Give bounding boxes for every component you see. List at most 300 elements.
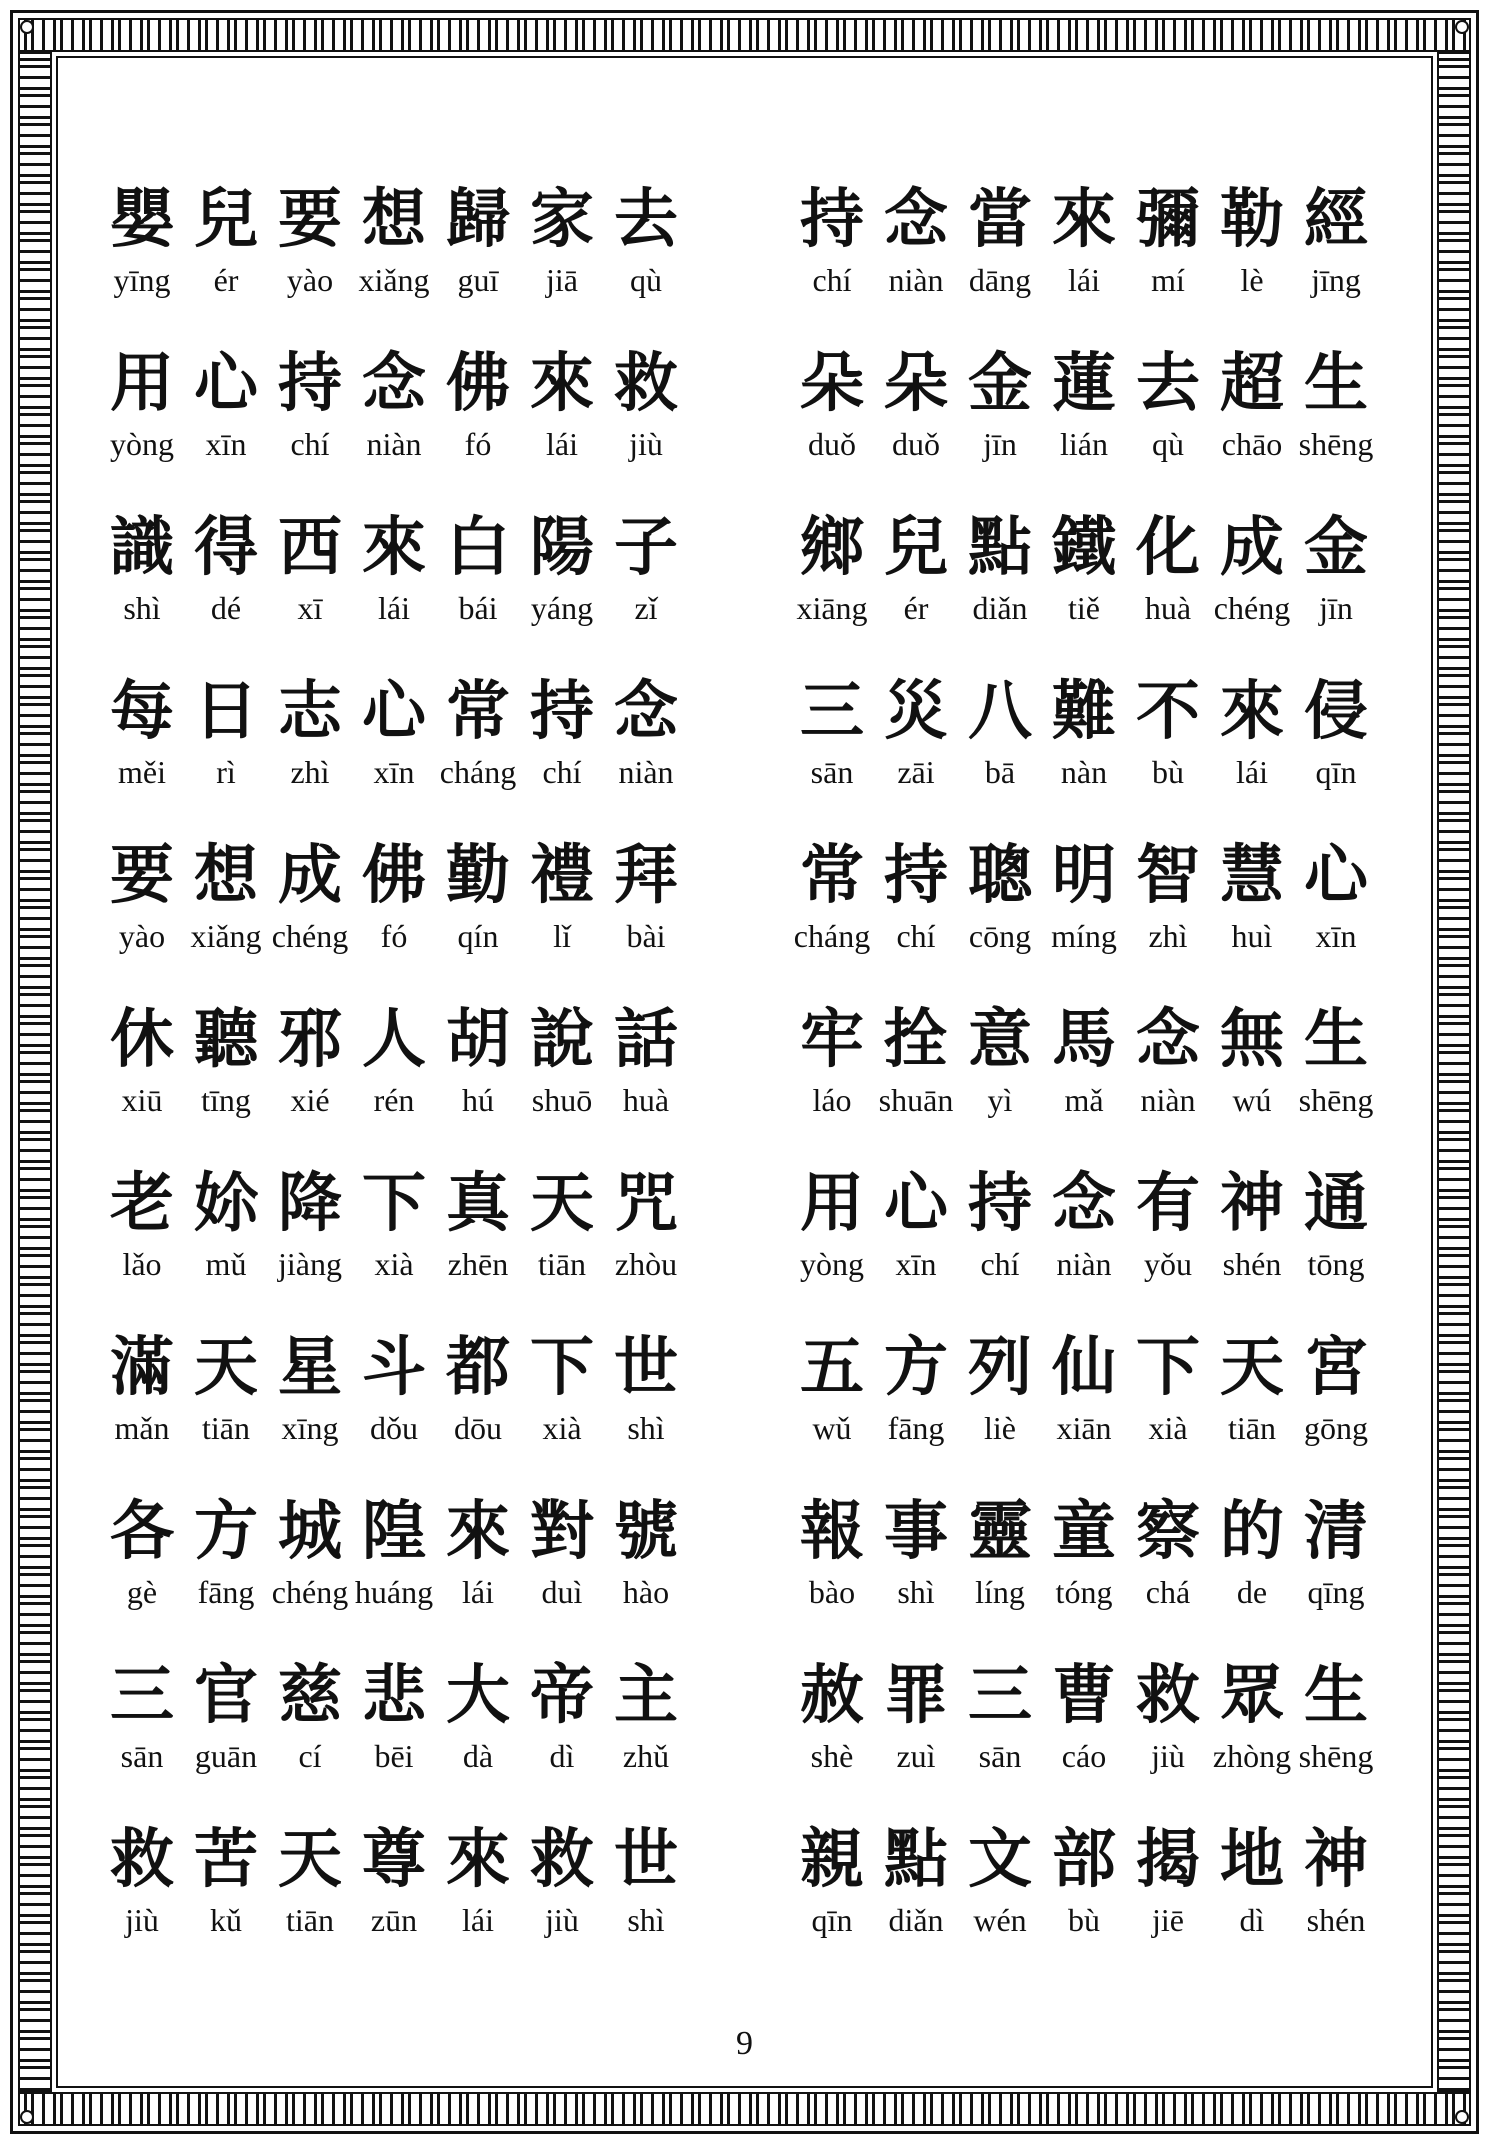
pinyin-row xyxy=(790,752,1430,792)
hanzi-character: 滿 xyxy=(110,1330,174,1405)
pinyin-syllable: ér xyxy=(213,262,239,298)
hanzi-character: 人 xyxy=(362,1002,426,1077)
pinyin-syllable: chāo xyxy=(1221,426,1283,462)
pinyin-syllable: yòng xyxy=(800,1246,864,1282)
pinyin-syllable: měi xyxy=(118,754,166,790)
pinyin-syllable: wén xyxy=(973,1902,1027,1938)
pinyin-syllable: lái xyxy=(462,1902,494,1938)
hanzi-character: 下 xyxy=(362,1166,426,1241)
hanzi-character: 金 xyxy=(968,346,1032,421)
pinyin-syllable: de xyxy=(1236,1574,1268,1610)
hanzi-character: 常 xyxy=(800,838,864,913)
pinyin-syllable: mǎn xyxy=(114,1410,170,1446)
pinyin-syllable: shēng xyxy=(1298,426,1374,462)
pinyin-syllable: lǎo xyxy=(122,1246,162,1282)
pinyin-row xyxy=(790,260,1430,300)
pinyin-syllable: xiǎng xyxy=(190,918,262,954)
hanzi-character: 白 xyxy=(446,510,510,585)
pinyin-syllable: rì xyxy=(216,754,236,790)
hanzi-character: 休 xyxy=(110,1002,174,1077)
hanzi-character: 明 xyxy=(1052,838,1116,913)
verse-line xyxy=(790,508,1430,672)
hanzi-character: 得 xyxy=(194,510,258,585)
verse-line xyxy=(790,1820,1430,1984)
pinyin-row xyxy=(790,1244,1430,1284)
pinyin-syllable: shēng xyxy=(1298,1082,1374,1118)
pinyin-syllable: lián xyxy=(1060,426,1108,462)
pinyin-syllable: xiāng xyxy=(796,590,868,626)
hanzi-character: 救 xyxy=(110,1822,174,1897)
hanzi-character: 有 xyxy=(1136,1166,1200,1241)
hanzi-character: 去 xyxy=(1136,346,1200,421)
hanzi-character: 報 xyxy=(800,1494,864,1569)
hanzi-character: 持 xyxy=(530,674,594,749)
pinyin-syllable: chéng xyxy=(1213,590,1291,626)
hanzi-character: 慧 xyxy=(1220,838,1284,913)
decorative-border-top xyxy=(18,18,1471,52)
pinyin-syllable: jiù xyxy=(125,1902,159,1938)
hanzi-row xyxy=(100,1000,740,1080)
hanzi-character: 㚷 xyxy=(194,1166,258,1241)
pinyin-row xyxy=(790,1900,1430,1940)
hanzi-character: 通 xyxy=(1304,1166,1368,1241)
pinyin-syllable: chí xyxy=(812,262,852,298)
hanzi-character: 咒 xyxy=(614,1166,678,1241)
hanzi-row xyxy=(790,1820,1430,1900)
verse-line xyxy=(790,836,1430,1000)
verse-line xyxy=(100,1164,740,1328)
hanzi-character: 五 xyxy=(800,1330,864,1405)
pinyin-syllable: shuō xyxy=(531,1082,593,1118)
hanzi-character: 馬 xyxy=(1052,1002,1116,1077)
pinyin-syllable: gè xyxy=(126,1574,158,1610)
verse-line xyxy=(100,1000,740,1164)
pinyin-syllable: xiǎng xyxy=(358,262,430,298)
hanzi-character: 超 xyxy=(1220,346,1284,421)
verse-line xyxy=(790,672,1430,836)
hanzi-character: 天 xyxy=(1220,1330,1284,1405)
pinyin-syllable: zhì xyxy=(1148,918,1188,954)
hanzi-character: 揭 xyxy=(1136,1822,1200,1897)
hanzi-character: 三 xyxy=(110,1658,174,1733)
pinyin-syllable: dé xyxy=(210,590,242,626)
pinyin-syllable: duǒ xyxy=(892,426,940,462)
hanzi-character: 來 xyxy=(362,510,426,585)
hanzi-row xyxy=(790,672,1430,752)
hanzi-character: 話 xyxy=(614,1002,678,1077)
hanzi-row xyxy=(100,672,740,752)
pinyin-syllable: bài xyxy=(626,918,666,954)
hanzi-character: 苦 xyxy=(194,1822,258,1897)
hanzi-character: 三 xyxy=(800,674,864,749)
pinyin-syllable: jīng xyxy=(1311,262,1361,298)
hanzi-character: 心 xyxy=(194,346,258,421)
hanzi-character: 拜 xyxy=(614,838,678,913)
hanzi-character: 事 xyxy=(884,1494,948,1569)
pinyin-syllable: líng xyxy=(975,1574,1025,1610)
hanzi-row xyxy=(100,836,740,916)
hanzi-character: 地 xyxy=(1220,1822,1284,1897)
pinyin-row xyxy=(790,1572,1430,1612)
corner-ornament-top-right xyxy=(1455,20,1469,34)
pinyin-syllable: qín xyxy=(457,918,499,954)
hanzi-character: 仙 xyxy=(1052,1330,1116,1405)
pinyin-syllable: qù xyxy=(1152,426,1184,462)
hanzi-character: 帝 xyxy=(530,1658,594,1733)
hanzi-character: 每 xyxy=(110,674,174,749)
pinyin-syllable: shēng xyxy=(1298,1738,1374,1774)
hanzi-character: 不 xyxy=(1136,674,1200,749)
pinyin-syllable: shén xyxy=(1306,1902,1366,1938)
hanzi-character: 邪 xyxy=(278,1002,342,1077)
pinyin-syllable: huáng xyxy=(354,1574,434,1610)
hanzi-character: 天 xyxy=(278,1822,342,1897)
hanzi-row xyxy=(790,1328,1430,1408)
pinyin-syllable: sān xyxy=(978,1738,1022,1774)
pinyin-syllable: yào xyxy=(286,262,334,298)
hanzi-character: 尊 xyxy=(362,1822,426,1897)
hanzi-character: 經 xyxy=(1304,182,1368,257)
hanzi-character: 罪 xyxy=(884,1658,948,1733)
verse-line xyxy=(100,1328,740,1492)
hanzi-character: 朵 xyxy=(800,346,864,421)
hanzi-character: 主 xyxy=(614,1658,678,1733)
pinyin-syllable: bào xyxy=(808,1574,856,1610)
pinyin-syllable: xiū xyxy=(121,1082,163,1118)
hanzi-character: 慈 xyxy=(278,1658,342,1733)
hanzi-character: 官 xyxy=(194,1658,258,1733)
hanzi-row xyxy=(790,1000,1430,1080)
hanzi-character: 靈 xyxy=(968,1494,1032,1569)
pinyin-syllable: cáo xyxy=(1061,1738,1107,1774)
hanzi-character: 神 xyxy=(1220,1166,1284,1241)
hanzi-character: 心 xyxy=(1304,838,1368,913)
pinyin-syllable: sān xyxy=(810,754,854,790)
pinyin-syllable: tiān xyxy=(286,1902,334,1938)
pinyin-syllable: diǎn xyxy=(972,590,1028,626)
hanzi-row xyxy=(790,836,1430,916)
hanzi-character: 號 xyxy=(614,1494,678,1569)
pinyin-syllable: zūn xyxy=(370,1902,418,1938)
pinyin-syllable: xīn xyxy=(1315,918,1357,954)
pinyin-syllable: zhì xyxy=(290,754,330,790)
pinyin-syllable: tiě xyxy=(1068,590,1100,626)
pinyin-syllable: jiàng xyxy=(278,1246,342,1282)
pinyin-syllable: fāng xyxy=(887,1410,945,1446)
hanzi-character: 化 xyxy=(1136,510,1200,585)
hanzi-character: 隍 xyxy=(362,1494,426,1569)
pinyin-syllable: chéng xyxy=(271,1574,349,1610)
hanzi-character: 禮 xyxy=(530,838,594,913)
hanzi-character: 赦 xyxy=(800,1658,864,1733)
pinyin-syllable: niàn xyxy=(1140,1082,1196,1118)
hanzi-character: 牢 xyxy=(800,1002,864,1077)
verse-line xyxy=(790,1328,1430,1492)
hanzi-character: 來 xyxy=(1052,182,1116,257)
hanzi-character: 金 xyxy=(1304,510,1368,585)
hanzi-row xyxy=(790,1656,1430,1736)
pinyin-syllable: yīng xyxy=(113,262,171,298)
hanzi-character: 點 xyxy=(968,510,1032,585)
pinyin-syllable: niàn xyxy=(618,754,674,790)
pinyin-syllable: diǎn xyxy=(888,1902,944,1938)
pinyin-syllable: dǒu xyxy=(370,1410,418,1446)
hanzi-row xyxy=(100,1328,740,1408)
hanzi-character: 大 xyxy=(446,1658,510,1733)
pinyin-syllable: cōng xyxy=(968,918,1032,954)
hanzi-character: 成 xyxy=(1220,510,1284,585)
pinyin-syllable: lái xyxy=(462,1574,494,1610)
pinyin-syllable: rén xyxy=(373,1082,415,1118)
hanzi-character: 列 xyxy=(968,1330,1032,1405)
pinyin-syllable: fó xyxy=(380,918,408,954)
hanzi-character: 用 xyxy=(800,1166,864,1241)
pinyin-row xyxy=(100,424,740,464)
pinyin-syllable: mí xyxy=(1151,262,1185,298)
hanzi-character: 識 xyxy=(110,510,174,585)
verse-line xyxy=(100,508,740,672)
pinyin-syllable: yáng xyxy=(530,590,594,626)
verse-line xyxy=(790,1492,1430,1656)
pinyin-syllable: shì xyxy=(123,590,161,626)
verse-line xyxy=(790,1164,1430,1328)
pinyin-syllable: wǔ xyxy=(812,1410,852,1446)
hanzi-row xyxy=(100,180,740,260)
hanzi-character: 都 xyxy=(446,1330,510,1405)
pinyin-syllable: chéng xyxy=(271,918,349,954)
hanzi-character: 侵 xyxy=(1304,674,1368,749)
hanzi-character: 念 xyxy=(362,346,426,421)
pinyin-syllable: zhǔ xyxy=(622,1738,670,1774)
pinyin-syllable: gōng xyxy=(1304,1410,1368,1446)
pinyin-syllable: láo xyxy=(812,1082,852,1118)
hanzi-row xyxy=(790,508,1430,588)
hanzi-character: 聽 xyxy=(194,1002,258,1077)
pinyin-syllable: dì xyxy=(549,1738,575,1774)
pinyin-syllable: tiān xyxy=(538,1246,586,1282)
hanzi-character: 來 xyxy=(446,1494,510,1569)
pinyin-syllable: lè xyxy=(1240,262,1264,298)
hanzi-character: 想 xyxy=(194,838,258,913)
pinyin-syllable: jīn xyxy=(1319,590,1353,626)
pinyin-syllable: huà xyxy=(622,1082,670,1118)
hanzi-character: 察 xyxy=(1136,1494,1200,1569)
pinyin-syllable: sān xyxy=(120,1738,164,1774)
hanzi-character: 念 xyxy=(884,182,948,257)
pinyin-syllable: tīng xyxy=(201,1082,251,1118)
hanzi-character: 意 xyxy=(968,1002,1032,1077)
verse-line xyxy=(790,1656,1430,1820)
pinyin-syllable: niàn xyxy=(888,262,944,298)
hanzi-character: 鄉 xyxy=(800,510,864,585)
pinyin-syllable: mǎ xyxy=(1064,1082,1104,1118)
pinyin-syllable: jiù xyxy=(545,1902,579,1938)
hanzi-character: 心 xyxy=(884,1166,948,1241)
hanzi-character: 智 xyxy=(1136,838,1200,913)
pinyin-syllable: cí xyxy=(298,1738,322,1774)
pinyin-syllable: fāng xyxy=(197,1574,255,1610)
hanzi-row xyxy=(100,1656,740,1736)
hanzi-character: 常 xyxy=(446,674,510,749)
hanzi-character: 歸 xyxy=(446,182,510,257)
hanzi-character: 生 xyxy=(1304,1658,1368,1733)
pinyin-syllable: tóng xyxy=(1055,1574,1113,1610)
pinyin-syllable: fó xyxy=(464,426,492,462)
pinyin-syllable: bā xyxy=(984,754,1016,790)
hanzi-character: 兒 xyxy=(194,182,258,257)
hanzi-character: 天 xyxy=(194,1330,258,1405)
pinyin-row xyxy=(100,1736,740,1776)
pinyin-syllable: jiā xyxy=(546,262,578,298)
pinyin-syllable: cháng xyxy=(793,918,871,954)
hanzi-character: 來 xyxy=(446,1822,510,1897)
pinyin-syllable: niàn xyxy=(1056,1246,1112,1282)
pinyin-row xyxy=(790,424,1430,464)
pinyin-syllable: jiù xyxy=(1151,1738,1185,1774)
pinyin-syllable: bēi xyxy=(374,1738,414,1774)
verse-line xyxy=(790,1000,1430,1164)
hanzi-character: 親 xyxy=(800,1822,864,1897)
pinyin-syllable: wú xyxy=(1232,1082,1272,1118)
pinyin-syllable: lǐ xyxy=(553,918,571,954)
pinyin-row xyxy=(790,1080,1430,1120)
pinyin-syllable: xié xyxy=(290,1082,330,1118)
pinyin-syllable: xià xyxy=(1148,1410,1188,1446)
hanzi-character: 神 xyxy=(1304,1822,1368,1897)
hanzi-row xyxy=(100,508,740,588)
pinyin-syllable: yào xyxy=(118,918,166,954)
pinyin-syllable: shè xyxy=(810,1738,854,1774)
pinyin-syllable: xīn xyxy=(205,426,247,462)
hanzi-character: 悲 xyxy=(362,1658,426,1733)
pinyin-syllable: zhòng xyxy=(1212,1738,1292,1774)
hanzi-character: 斗 xyxy=(362,1330,426,1405)
pinyin-syllable: niàn xyxy=(366,426,422,462)
hanzi-character: 嬰 xyxy=(110,182,174,257)
pinyin-row xyxy=(790,1408,1430,1448)
pinyin-syllable: duǒ xyxy=(808,426,856,462)
pinyin-syllable: xià xyxy=(374,1246,414,1282)
pinyin-row xyxy=(100,588,740,628)
pinyin-syllable: shì xyxy=(627,1902,665,1938)
pinyin-syllable: zuì xyxy=(896,1738,936,1774)
hanzi-character: 聰 xyxy=(968,838,1032,913)
hanzi-row xyxy=(790,180,1430,260)
hanzi-character: 降 xyxy=(278,1166,342,1241)
verse-line xyxy=(100,1492,740,1656)
decorative-border-bottom xyxy=(18,2092,1471,2126)
pinyin-syllable: nàn xyxy=(1060,754,1108,790)
pinyin-syllable: bù xyxy=(1152,754,1184,790)
hanzi-character: 蓮 xyxy=(1052,346,1116,421)
pinyin-syllable: tōng xyxy=(1307,1246,1365,1282)
verse-line xyxy=(100,836,740,1000)
hanzi-character: 心 xyxy=(362,674,426,749)
hanzi-character: 方 xyxy=(884,1330,948,1405)
hanzi-character: 世 xyxy=(614,1330,678,1405)
hanzi-row xyxy=(100,1492,740,1572)
pinyin-syllable: xià xyxy=(542,1410,582,1446)
hanzi-character: 志 xyxy=(278,674,342,749)
hanzi-character: 八 xyxy=(968,674,1032,749)
hanzi-character: 救 xyxy=(1136,1658,1200,1733)
hanzi-character: 清 xyxy=(1304,1494,1368,1569)
corner-ornament-bottom-left xyxy=(20,2110,34,2124)
verse-line xyxy=(100,1820,740,1984)
verse-line xyxy=(100,1656,740,1820)
pinyin-syllable: chí xyxy=(980,1246,1020,1282)
pinyin-row xyxy=(790,1736,1430,1776)
hanzi-character: 曹 xyxy=(1052,1658,1116,1733)
pinyin-syllable: tiān xyxy=(1228,1410,1276,1446)
hanzi-row xyxy=(790,1164,1430,1244)
hanzi-character: 災 xyxy=(884,674,948,749)
hanzi-character: 眾 xyxy=(1220,1658,1284,1733)
hanzi-character: 要 xyxy=(278,182,342,257)
hanzi-character: 城 xyxy=(278,1494,342,1569)
hanzi-character: 西 xyxy=(278,510,342,585)
hanzi-character: 宮 xyxy=(1304,1330,1368,1405)
pinyin-syllable: shuān xyxy=(878,1082,954,1118)
pinyin-row xyxy=(100,1572,740,1612)
hanzi-character: 拴 xyxy=(884,1002,948,1077)
pinyin-syllable: hào xyxy=(622,1574,670,1610)
pinyin-row xyxy=(100,1080,740,1120)
hanzi-character: 世 xyxy=(614,1822,678,1897)
hanzi-character: 文 xyxy=(968,1822,1032,1897)
hanzi-character: 子 xyxy=(614,510,678,585)
hanzi-character: 去 xyxy=(614,182,678,257)
hanzi-character: 陽 xyxy=(530,510,594,585)
pinyin-syllable: dōu xyxy=(454,1410,502,1446)
pinyin-syllable: bái xyxy=(458,590,498,626)
pinyin-syllable: qù xyxy=(630,262,662,298)
hanzi-character: 用 xyxy=(110,346,174,421)
pinyin-syllable: jiù xyxy=(629,426,663,462)
pinyin-syllable: zhòu xyxy=(614,1246,678,1282)
hanzi-row xyxy=(100,1164,740,1244)
pinyin-syllable: lái xyxy=(546,426,578,462)
hanzi-character: 要 xyxy=(110,838,174,913)
pinyin-syllable: kǔ xyxy=(210,1902,242,1938)
hanzi-row xyxy=(100,344,740,424)
hanzi-character: 佛 xyxy=(446,346,510,421)
hanzi-character: 救 xyxy=(530,1822,594,1897)
pinyin-syllable: yòng xyxy=(110,426,174,462)
hanzi-character: 持 xyxy=(884,838,948,913)
pinyin-syllable: chá xyxy=(1145,1574,1191,1610)
hanzi-character: 部 xyxy=(1052,1822,1116,1897)
pinyin-syllable: chí xyxy=(290,426,330,462)
pinyin-syllable: tiān xyxy=(202,1410,250,1446)
hanzi-character: 來 xyxy=(1220,674,1284,749)
hanzi-character: 念 xyxy=(1136,1002,1200,1077)
pinyin-syllable: jīn xyxy=(983,426,1017,462)
hanzi-character: 說 xyxy=(530,1002,594,1077)
verse-line xyxy=(790,180,1430,344)
pinyin-syllable: xiān xyxy=(1056,1410,1112,1446)
pinyin-syllable: chí xyxy=(542,754,582,790)
pinyin-syllable: lái xyxy=(1236,754,1268,790)
pinyin-syllable: dāng xyxy=(968,262,1032,298)
hanzi-character: 生 xyxy=(1304,1002,1368,1077)
hanzi-row xyxy=(100,1820,740,1900)
pinyin-syllable: shén xyxy=(1222,1246,1282,1282)
pinyin-syllable: lái xyxy=(1068,262,1100,298)
pinyin-syllable: jiē xyxy=(1152,1902,1184,1938)
pinyin-syllable: zhēn xyxy=(447,1246,509,1282)
hanzi-character: 成 xyxy=(278,838,342,913)
